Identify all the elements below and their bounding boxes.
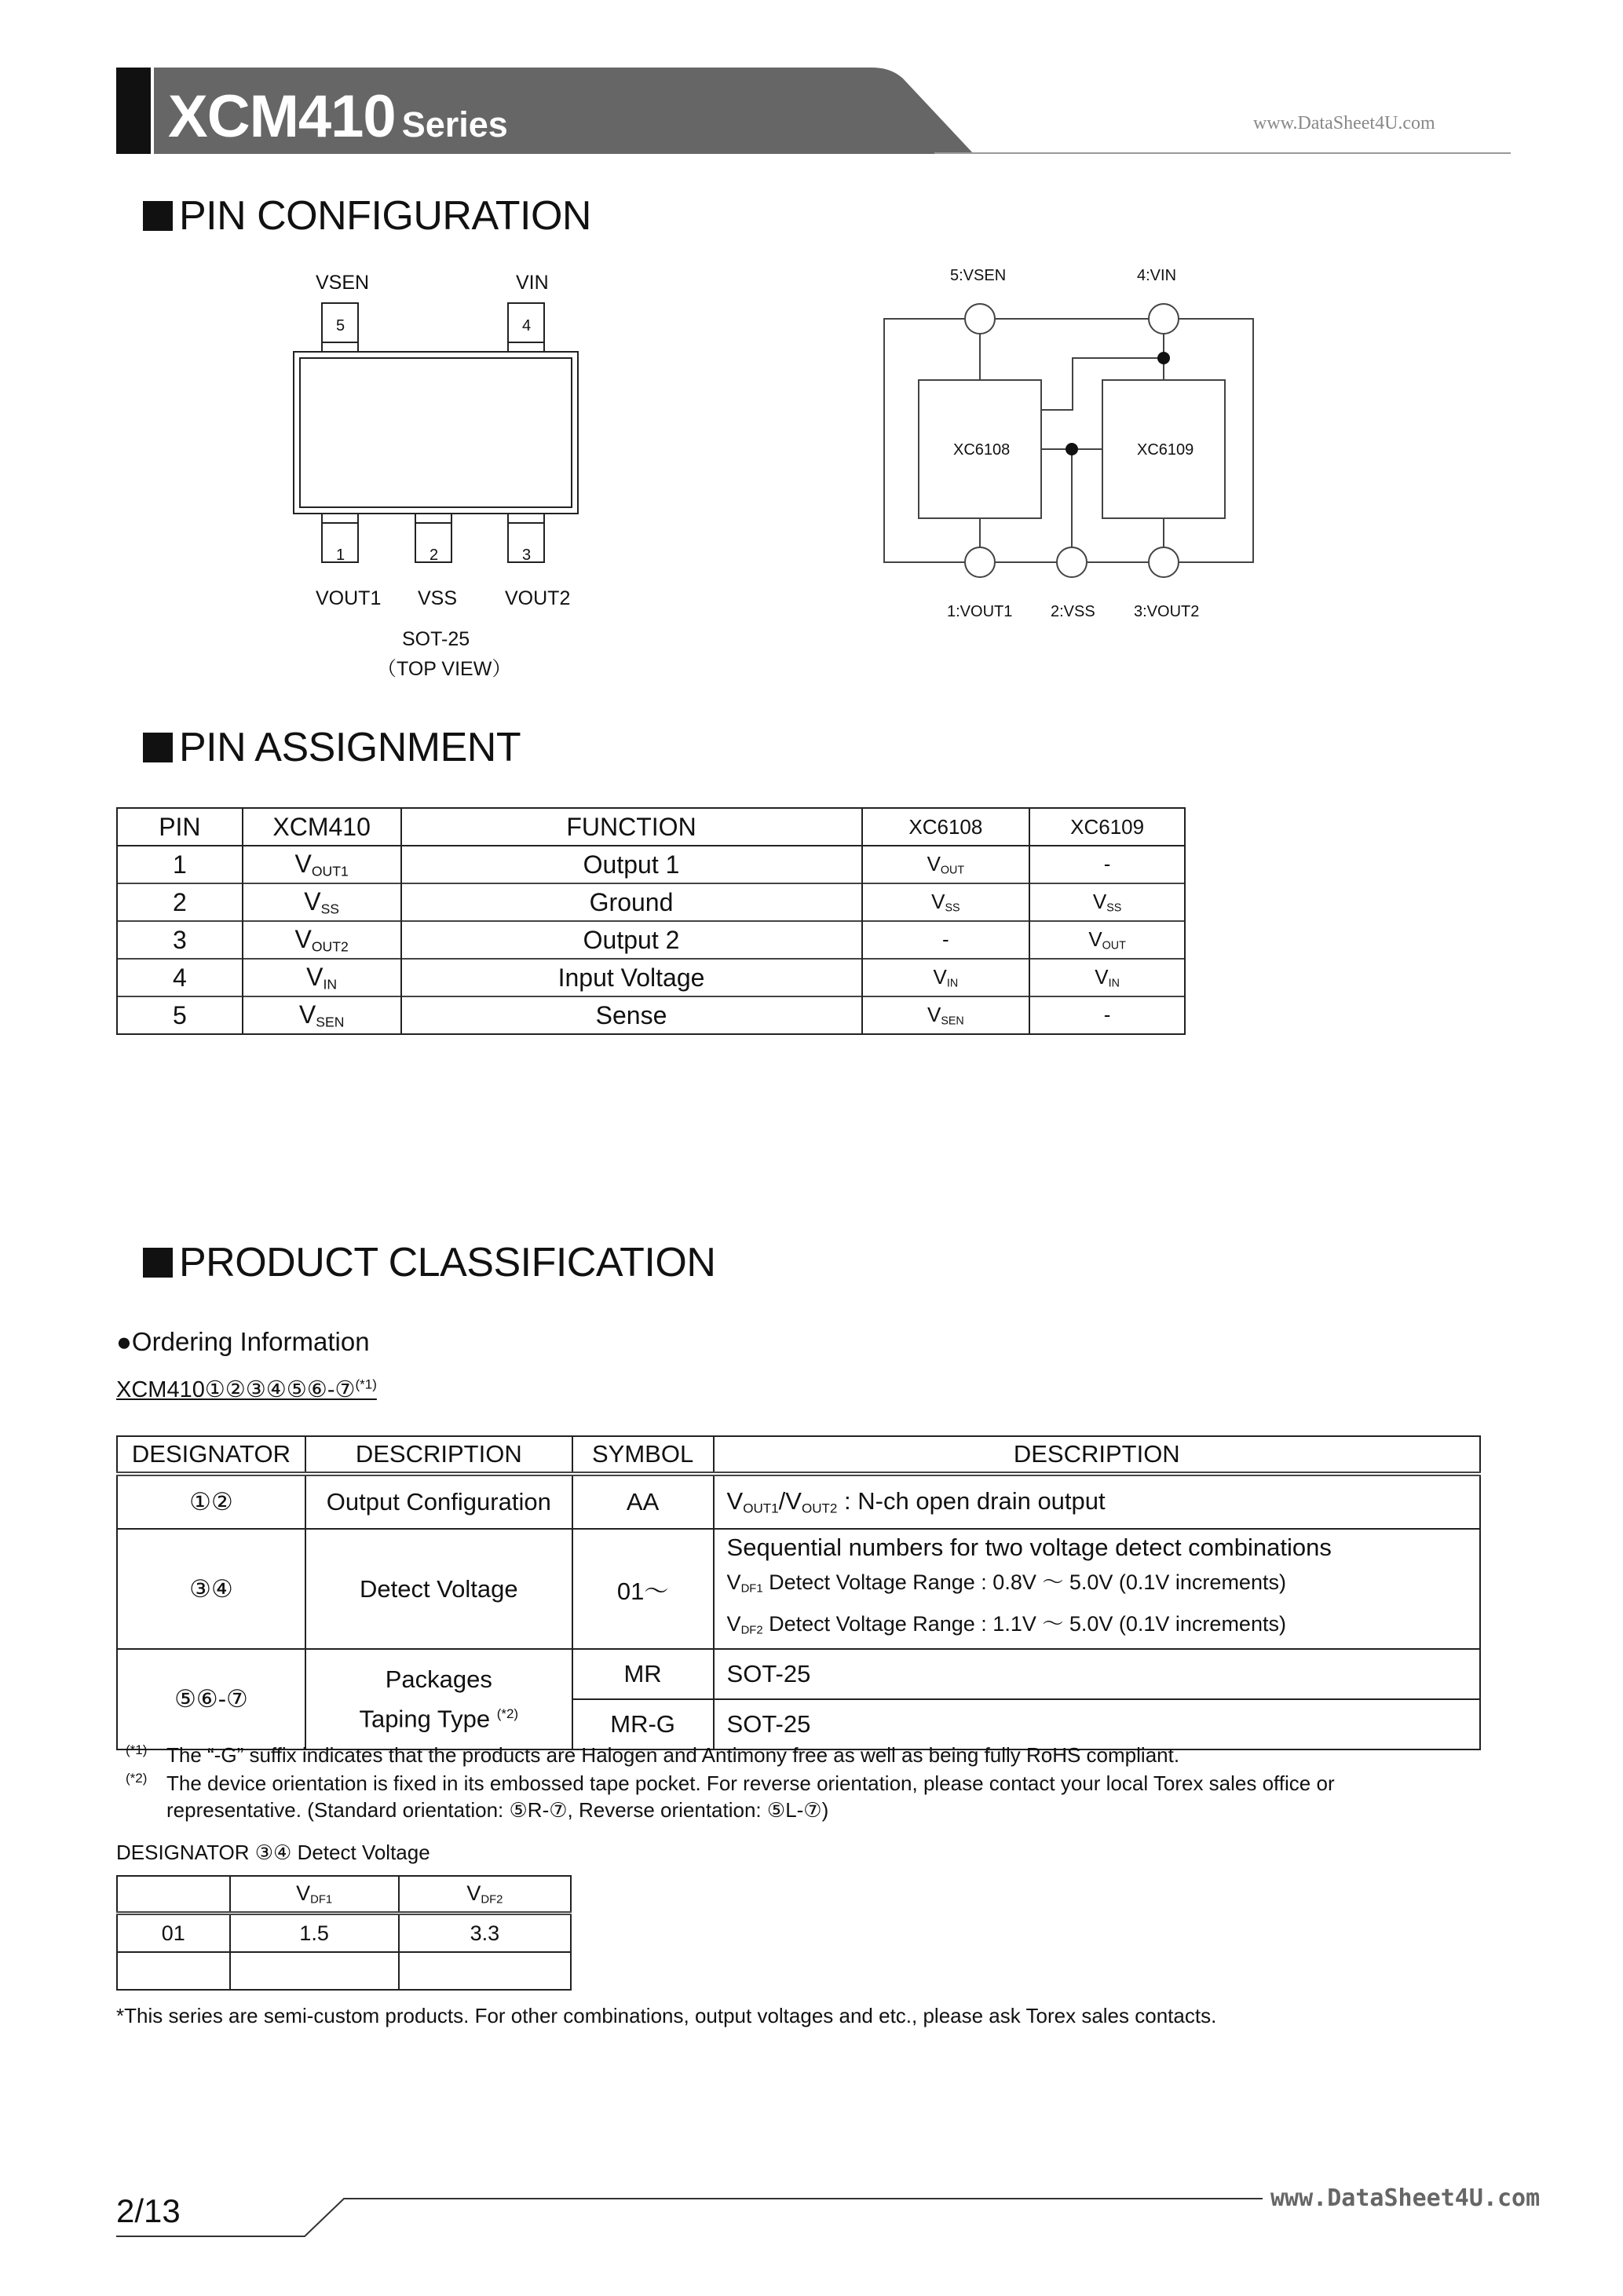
cell-xc6108: $V_{SS}$	[862, 883, 1030, 921]
cell-xcm410: $V_{OUT2}$	[243, 921, 401, 959]
section-product-classification: PRODUCT CLASSIFICATION	[143, 1239, 715, 1286]
table-header-row	[117, 1876, 571, 1914]
block-chip-xc6109: XC6109	[1137, 441, 1194, 459]
block-label-4-vin: 4:VIN	[1137, 267, 1177, 284]
cell-code: 01	[117, 1914, 230, 1953]
cell-detail: $V_{OUT1}/V_{OUT2}$ : N-ch open drain output	[714, 1474, 1480, 1529]
cell-symbol: AA	[572, 1474, 714, 1529]
table-row	[117, 1649, 1480, 1699]
cell-function: Output 2	[401, 921, 862, 959]
block-label-1-vout1: 1:VOUT1	[947, 603, 1013, 620]
pkg-pin-4: 4	[522, 317, 532, 335]
pkg-caption-view: （TOP VIEW）	[377, 658, 512, 680]
table-header-row	[117, 808, 1185, 846]
pkg-pin-5: 5	[336, 317, 345, 335]
table-row	[117, 996, 1185, 1034]
col-header-vdf1: $V_{DF1}$	[230, 1876, 399, 1914]
detect-voltage-table	[116, 1875, 572, 1991]
cell-symbol: 01～	[572, 1529, 714, 1649]
pkg-pin-2: 2	[430, 547, 439, 564]
col-header-vdf2: $V_{DF2}$	[399, 1876, 571, 1914]
table-row	[117, 883, 1185, 921]
footer-site-link[interactable]: www.DataSheet4U.com	[1270, 2184, 1541, 2212]
header-rule	[934, 152, 1511, 154]
cell-pin: 4	[117, 959, 243, 996]
block-label-3-vout2: 3:VOUT2	[1134, 603, 1200, 620]
pkg-label-vout2: VOUT2	[505, 587, 571, 609]
cell-description: Detect Voltage	[305, 1529, 572, 1649]
cell-xc6108: $V_{OUT}$	[862, 846, 1030, 883]
pkg-pin-1: 1	[336, 547, 345, 564]
semi-custom-footnote: *This series are semi-custom products. For other combinations, output voltages and etc., please ask Torex sales contacts.	[116, 2004, 1217, 2027]
cell-xcm410: $V_{OUT1}$	[243, 846, 401, 883]
cell-xc6108: -	[862, 921, 1030, 959]
col-header-symbol: SYMBOL	[572, 1436, 714, 1474]
part-number-code: XCM410①②③④⑤⑥-⑦$^{(*1)}$	[116, 1377, 377, 1402]
table-row	[117, 1914, 571, 1953]
footer-rule	[116, 2191, 1263, 2238]
pkg-label-vsen: VSEN	[316, 272, 370, 294]
section-bullet-icon	[143, 201, 173, 231]
header-banner	[0, 0, 1099, 157]
col-header-blank	[117, 1876, 230, 1914]
ordering-info-heading: ●Ordering Information	[116, 1327, 370, 1356]
pkg-caption: SOT-25	[402, 628, 470, 650]
cell-designator: ⑤⑥-⑦	[117, 1649, 305, 1749]
col-header-xc6109: XC6109	[1029, 808, 1185, 846]
cell-xc6108: $V_{IN}$	[862, 959, 1030, 996]
cell-code	[117, 1952, 230, 1990]
pkg-label-vout1: VOUT1	[316, 587, 382, 609]
cell-pin: 1	[117, 846, 243, 883]
col-header-xcm410: XCM410	[243, 808, 401, 846]
ordering-table	[116, 1435, 1481, 1750]
cell-description: Output Configuration	[305, 1474, 572, 1529]
cell-pin: 2	[117, 883, 243, 921]
detect-voltage-table-title: DESIGNATOR ③④ Detect Voltage	[116, 1841, 430, 1864]
table-row	[117, 959, 1185, 996]
cell-detail: SOT-25	[714, 1699, 1480, 1749]
page-number: 2/13	[116, 2192, 181, 2229]
header-site-link[interactable]: www.DataSheet4U.com	[1253, 113, 1435, 133]
pkg-label-vss: VSS	[418, 587, 458, 609]
cell-pin: 3	[117, 921, 243, 959]
cell-symbol: MR	[572, 1649, 714, 1699]
section-pin-configuration: PIN CONFIGURATION	[143, 192, 591, 239]
cell-xc6109: -	[1029, 846, 1185, 883]
pin-assignment-table	[116, 807, 1186, 1035]
table-row	[117, 1952, 571, 1990]
cell-designator: ③④	[117, 1529, 305, 1649]
block-label-5-vsen: 5:VSEN	[950, 267, 1007, 284]
section-bullet-icon	[143, 733, 173, 762]
cell-vdf2	[399, 1952, 571, 1990]
cell-function: Sense	[401, 996, 862, 1034]
note-2-mark: (*2)	[126, 1771, 148, 1786]
table-row	[117, 846, 1185, 883]
series-name: XCM410	[168, 83, 396, 150]
section-pin-assignment: PIN ASSIGNMENT	[143, 724, 521, 771]
cell-xcm410: $V_{IN}$	[243, 959, 401, 996]
pkg-pin-3: 3	[522, 547, 532, 564]
internal-block-diagram	[872, 291, 1280, 589]
cell-function: Ground	[401, 883, 862, 921]
cell-symbol: MR-G	[572, 1699, 714, 1749]
table-row	[117, 1529, 1480, 1649]
cell-xc6109: $V_{OUT}$	[1029, 921, 1185, 959]
cell-description: Packages Taping Type $^{(*2)}$	[305, 1649, 572, 1749]
block-label-2-vss: 2:VSS	[1051, 603, 1095, 620]
cell-xcm410: $V_{SS}$	[243, 883, 401, 921]
note-1-mark: (*1)	[126, 1742, 148, 1757]
col-header-xc6108: XC6108	[862, 808, 1030, 846]
block-chip-xc6108: XC6108	[953, 441, 1011, 459]
series-suffix: Series	[401, 104, 508, 144]
pkg-label-vin: VIN	[516, 272, 549, 294]
table-header-row	[117, 1436, 1480, 1474]
cell-pin: 5	[117, 996, 243, 1034]
cell-vdf1: 1.5	[230, 1914, 399, 1953]
cell-detail: Sequential numbers for two voltage detect combinations $V_{DF1}$ Detect Voltage Range : 0.8V ～ 5.0V (0.1V increments) $V_{DF2}$ Detect Voltage Range : 1.1V ～ 5.0V (0.1V increments)	[714, 1529, 1480, 1649]
col-header-description-detail: DESCRIPTION	[714, 1436, 1480, 1474]
col-header-pin: PIN	[117, 808, 243, 846]
section-bullet-icon	[143, 1248, 173, 1278]
cell-xc6108: $V_{SEN}$	[862, 996, 1030, 1034]
note-1: The “-G” suffix indicates that the products are Halogen and Antimony free as well as being fully RoHS compliant.	[166, 1743, 1180, 1767]
cell-xc6109: $V_{SS}$	[1029, 883, 1185, 921]
cell-detail: SOT-25	[714, 1649, 1480, 1699]
document-title	[168, 82, 508, 151]
table-row	[117, 1474, 1480, 1529]
note-2: The device orientation is fixed in its embossed tape pocket. For reverse orientation, please contact your local Torex sales office or representative. (Standard orientation: ⑤R-⑦, Reverse orientation: ⑤L-⑦)	[166, 1771, 1335, 1822]
col-header-function: FUNCTION	[401, 808, 862, 846]
col-header-designator: DESIGNATOR	[117, 1436, 305, 1474]
cell-designator: ①②	[117, 1474, 305, 1529]
cell-xc6109: $V_{IN}$	[1029, 959, 1185, 996]
cell-xcm410: $V_{SEN}$	[243, 996, 401, 1034]
col-header-description: DESCRIPTION	[305, 1436, 572, 1474]
cell-xc6109: -	[1029, 996, 1185, 1034]
cell-function: Output 1	[401, 846, 862, 883]
table-row	[117, 921, 1185, 959]
cell-vdf2: 3.3	[399, 1914, 571, 1953]
cell-function: Input Voltage	[401, 959, 862, 996]
cell-vdf1	[230, 1952, 399, 1990]
